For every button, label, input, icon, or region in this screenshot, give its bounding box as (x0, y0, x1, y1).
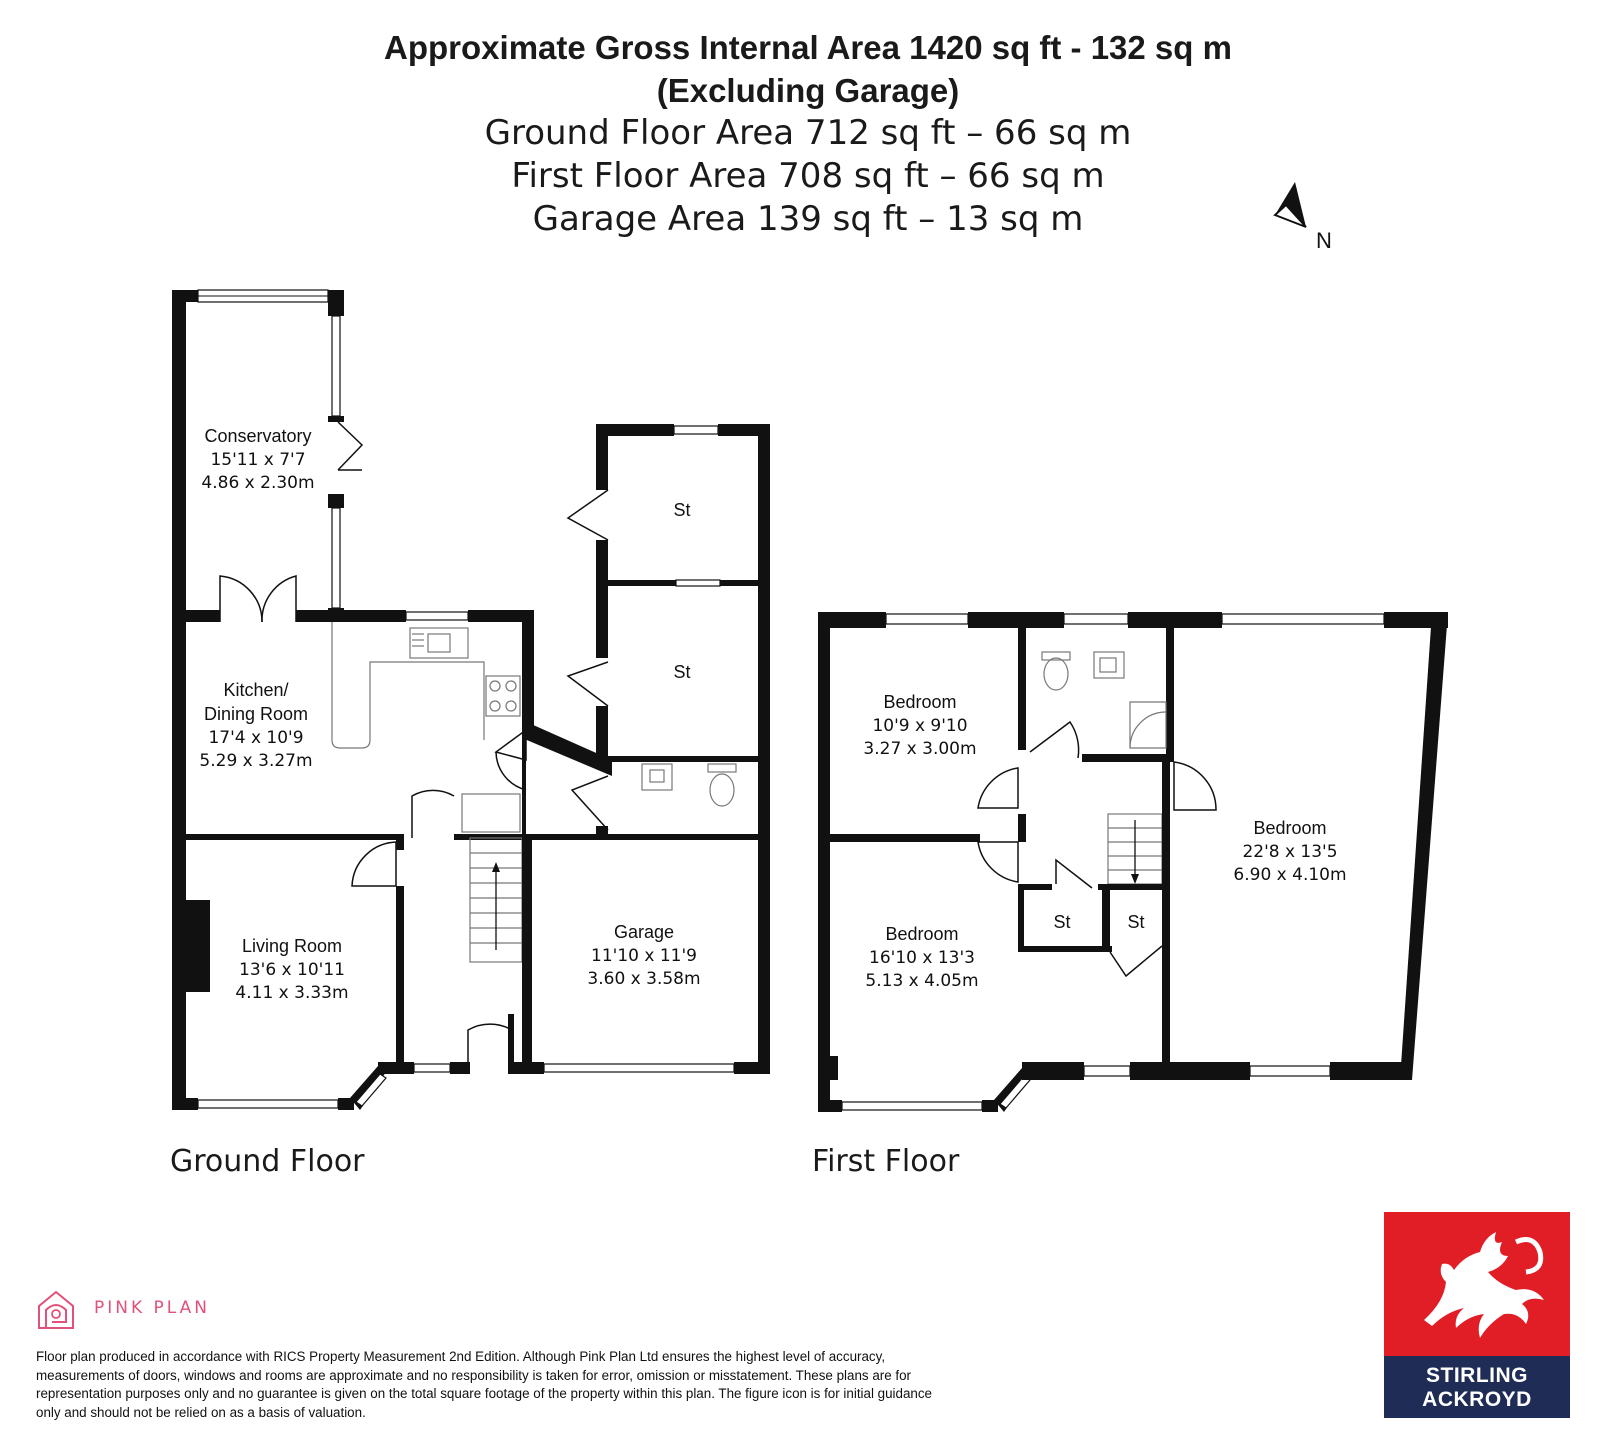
bedroom-1-metric: 3.27 x 3.00m (863, 739, 977, 759)
kitchen-name-line-1: Kitchen/ (223, 680, 289, 700)
first-floor-area: First Floor Area 708 sq ft – 66 sq m (511, 156, 1105, 196)
garage-imperial: 11'10 x 11'9 (591, 946, 697, 966)
bedroom-3-imperial: 22'8 x 13'5 (1242, 842, 1338, 862)
ground-floor-area: Ground Floor Area 712 sq ft – 66 sq m (484, 113, 1132, 153)
disclaimer: Floor plan produced in accordance with RICS Property Measurement 2nd Edition. Although Pink Plan Ltd ensures the highest level of accuracy, measurements of doors, windows and rooms are approximate and no responsibility is taken for error, omission or misstatement. These plans are for representation purposes only and no guarantee is given on the total square footage of the property within this plan. The figure icon is for initial guidance only and should not be relied on as a basis of valuation. (36, 1349, 933, 1420)
first-store-2-name: St (1127, 912, 1145, 932)
bedroom-3-name: Bedroom (1253, 818, 1327, 838)
compass-icon (1275, 182, 1332, 253)
agent-name (1384, 1356, 1570, 1418)
title-line-2: (Excluding Garage) (656, 72, 960, 109)
first-floor-label: First Floor (812, 1144, 960, 1179)
first-store-1-name: St (1053, 912, 1071, 932)
garage-name: Garage (613, 922, 675, 942)
griffin-icon (1384, 1212, 1570, 1356)
bedroom-1-imperial: 10'9 x 9'10 (872, 716, 968, 736)
conservatory-name: Conservatory (204, 426, 312, 446)
agent-name-line-1: STIRLING (1426, 1364, 1528, 1387)
bedroom-2-imperial: 16'10 x 13'3 (869, 948, 975, 968)
ground-store-1-name: St (673, 500, 691, 520)
garage-area: Garage Area 139 sq ft – 13 sq m (532, 199, 1084, 239)
ground-store-2-name: St (673, 662, 691, 682)
ground-floor-plan (172, 290, 770, 1110)
bedroom-2-metric: 5.13 x 4.05m (865, 971, 979, 991)
bedroom-2-name: Bedroom (885, 924, 959, 944)
kitchen-metric: 5.29 x 3.27m (199, 751, 313, 771)
agent-name-line-2: ACKROYD (1422, 1388, 1532, 1411)
compass-label: N (1316, 228, 1332, 253)
bedroom-3-metric: 6.90 x 4.10m (1233, 865, 1347, 885)
conservatory-imperial: 15'11 x 7'7 (210, 450, 306, 470)
kitchen-name-line-2: Dining Room (203, 704, 309, 724)
pink-plan-brand: PINK PLAN (94, 1298, 210, 1318)
stirling-ackroyd-logo (1384, 1212, 1570, 1418)
first-floor-plan (818, 612, 1448, 1112)
conservatory-metric: 4.86 x 2.30m (201, 473, 315, 493)
kitchen-imperial: 17'4 x 10'9 (208, 728, 304, 748)
living-room-metric: 4.11 x 3.33m (235, 983, 349, 1003)
ground-floor-label: Ground Floor (170, 1144, 365, 1179)
bedroom-1-name: Bedroom (883, 692, 957, 712)
living-room-imperial: 13'6 x 10'11 (239, 960, 345, 980)
title-line-1: Approximate Gross Internal Area 1420 sq ft - 132 sq m (384, 29, 1232, 66)
living-room-name: Living Room (241, 936, 343, 956)
griffin-emblem (1384, 1212, 1570, 1356)
garage-metric: 3.60 x 3.58m (587, 969, 701, 989)
